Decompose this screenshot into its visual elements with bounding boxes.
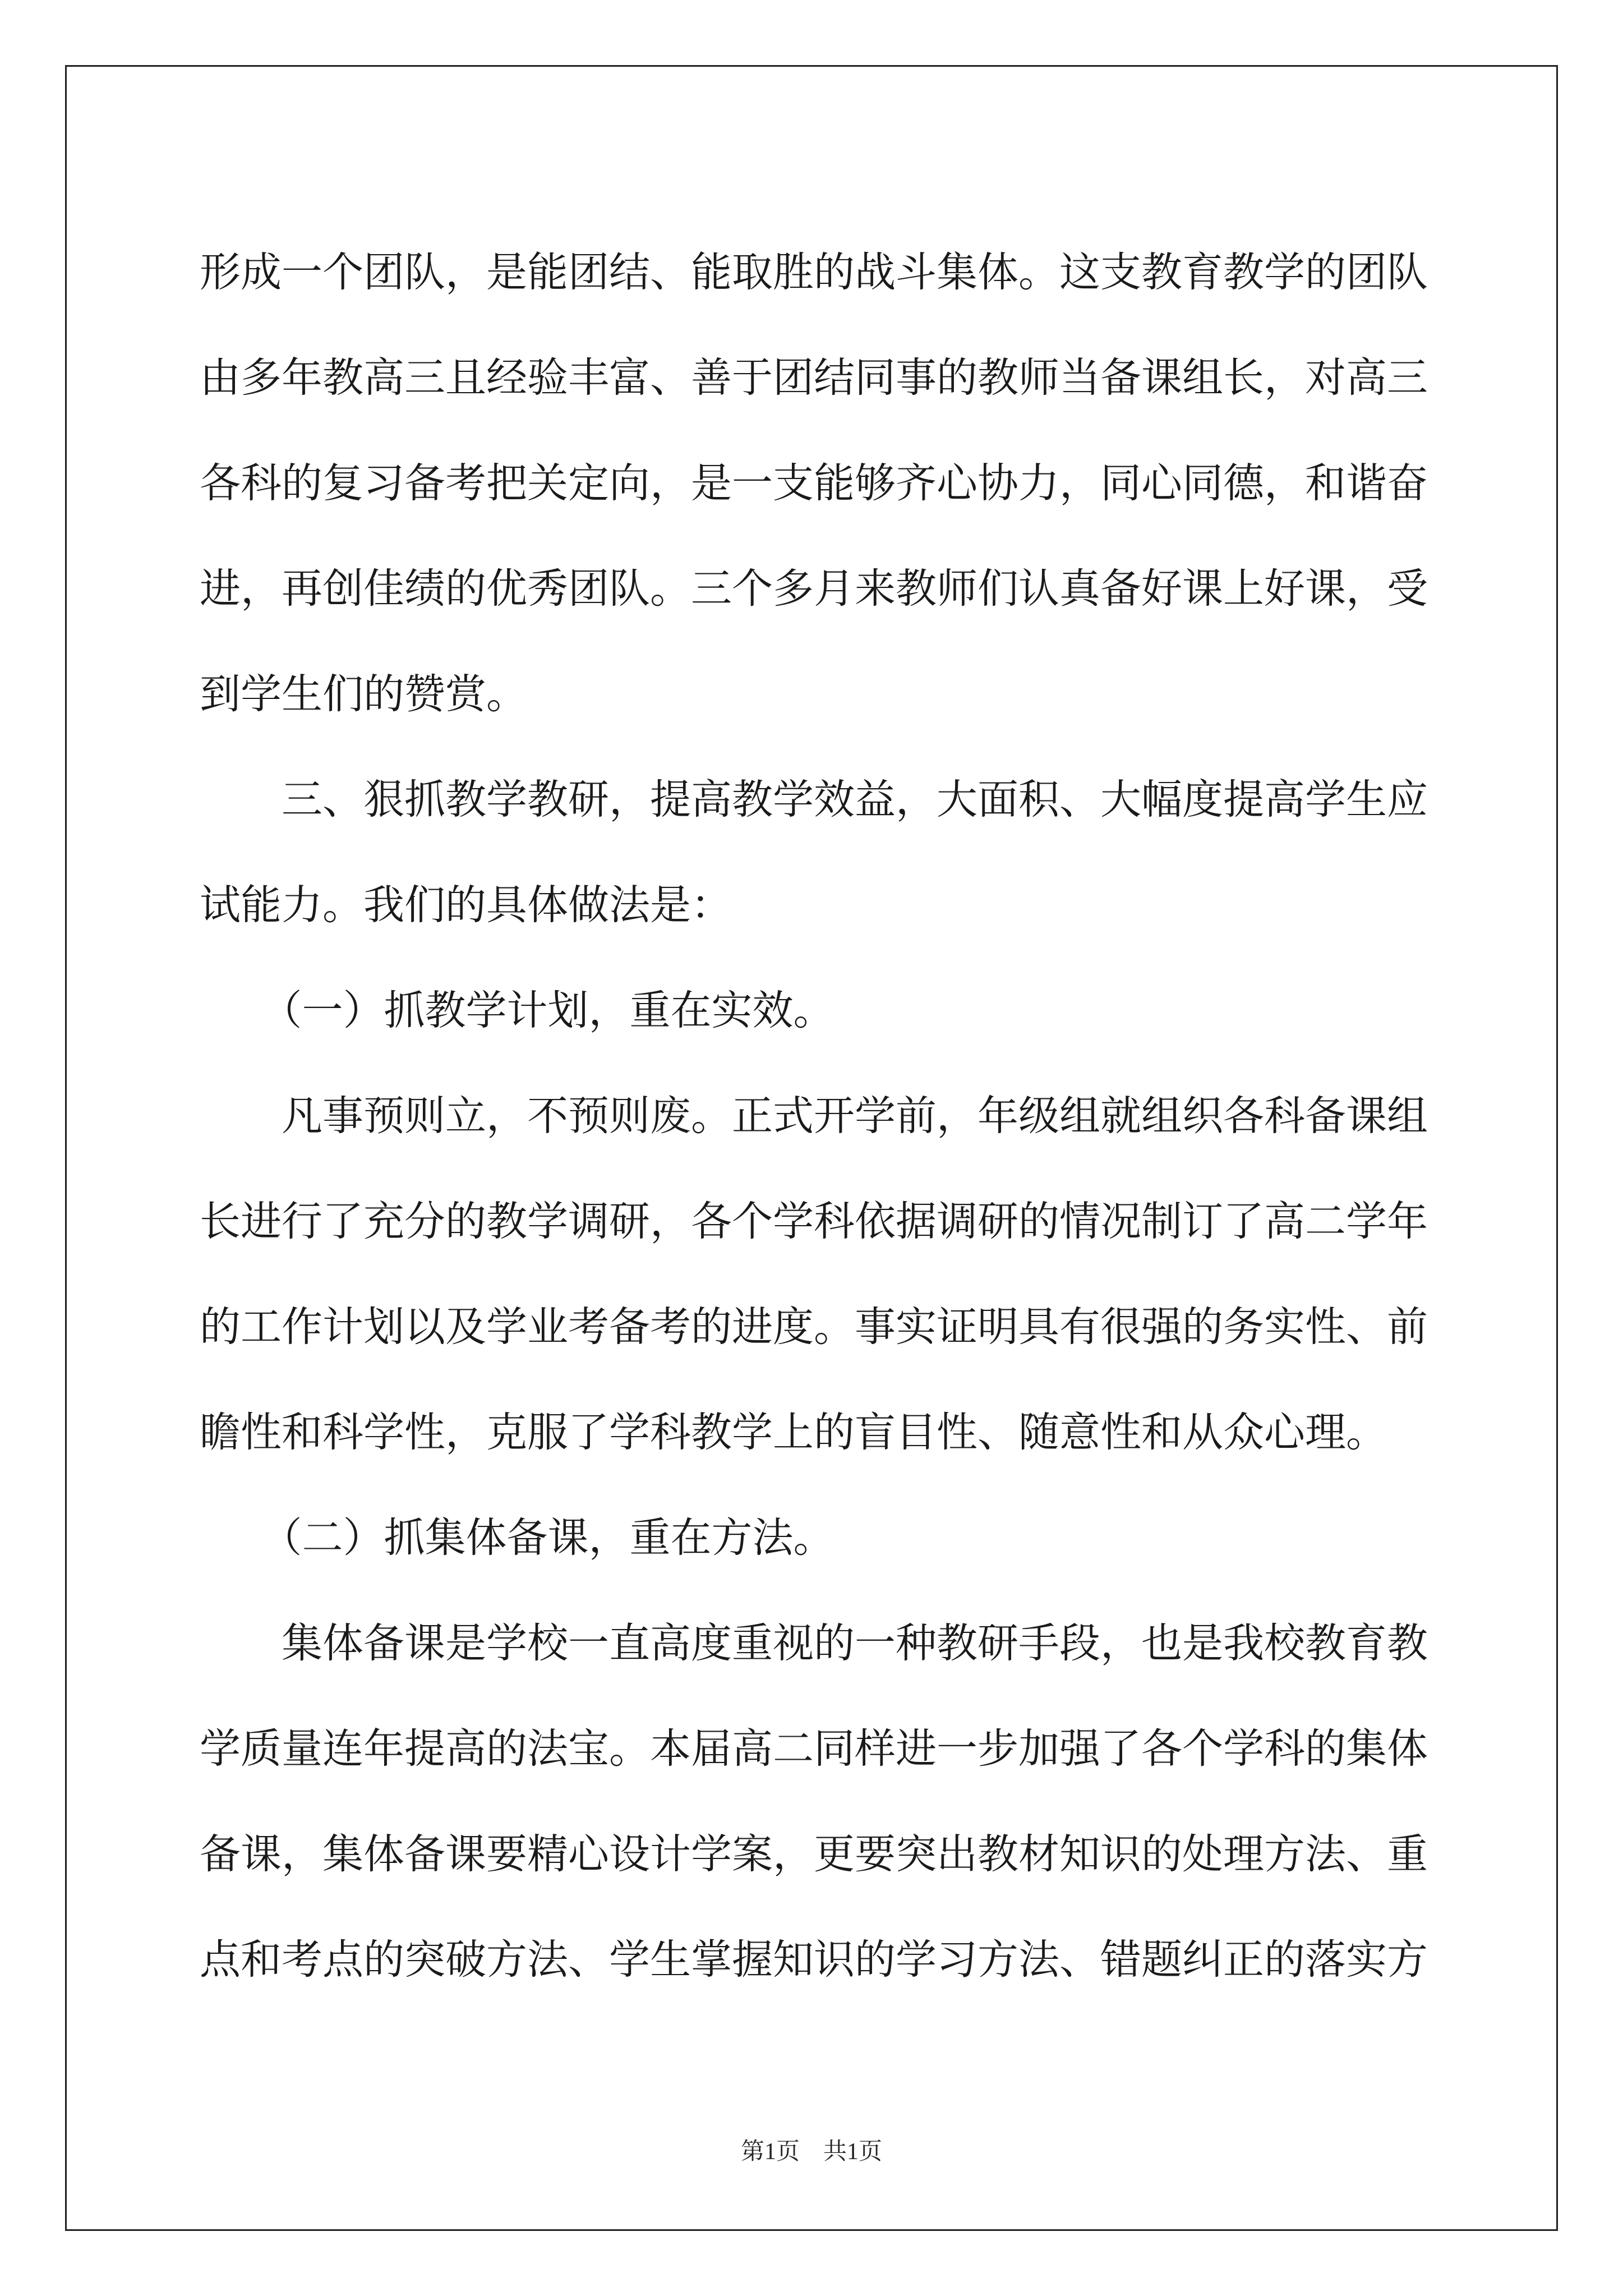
document-body [200, 220, 1428, 2013]
text-line: 长进行了充分的教学调研，各个学科依据调研的情况制订了高二学年 [200, 1198, 1428, 1245]
text-line: 备课，集体备课要精心设计学案，更要突出教材知识的处理方法、重 [200, 1830, 1428, 1878]
text-line: 凡事预则立，不预则废。正式开学前，年级组就组织各科备课组 [200, 1092, 1428, 1140]
text-line: 试能力。我们的具体做法是： [200, 881, 732, 929]
text-line: 形成一个团队，是能团结、能取胜的战斗集体。这支教育教学的团队 [200, 249, 1428, 296]
text-line: 瞻性和科学性，克服了学科教学上的盲目性、随意性和从众心理。 [200, 1409, 1387, 1456]
text-line: （一）抓教学计划，重在实效。 [200, 987, 834, 1034]
text-line: 三、狠抓教学教研，提高教学效益，大面积、大幅度提高学生应 [200, 776, 1428, 823]
text-line: 到学生们的赞赏。 [200, 670, 527, 718]
text-line: 点和考点的突破方法、学生掌握知识的学习方法、错题纠正的落实方 [200, 1936, 1428, 1984]
text-line: 各科的复习备考把关定向，是一支能够齐心协力，同心同德，和谐奋 [200, 459, 1428, 507]
page-footer: 第1页 共1页 [740, 2139, 882, 2165]
text-line: 的工作计划以及学业考备考的进度。事实证明具有很强的务实性、前 [200, 1303, 1428, 1351]
text-line: 进，再创佳绩的优秀团队。三个多月来教师们认真备好课上好课，受 [200, 565, 1428, 613]
text-line: （二）抓集体备课，重在方法。 [200, 1514, 834, 1562]
text-line: 学质量连年提高的法宝。本届高二同样进一步加强了各个学科的集体 [200, 1725, 1428, 1773]
text-line: 由多年教高三且经验丰富、善于团结同事的教师当备课组长，对高三 [200, 354, 1428, 402]
text-line: 集体备课是学校一直高度重视的一种教研手段，也是我校教育教 [200, 1619, 1428, 1667]
